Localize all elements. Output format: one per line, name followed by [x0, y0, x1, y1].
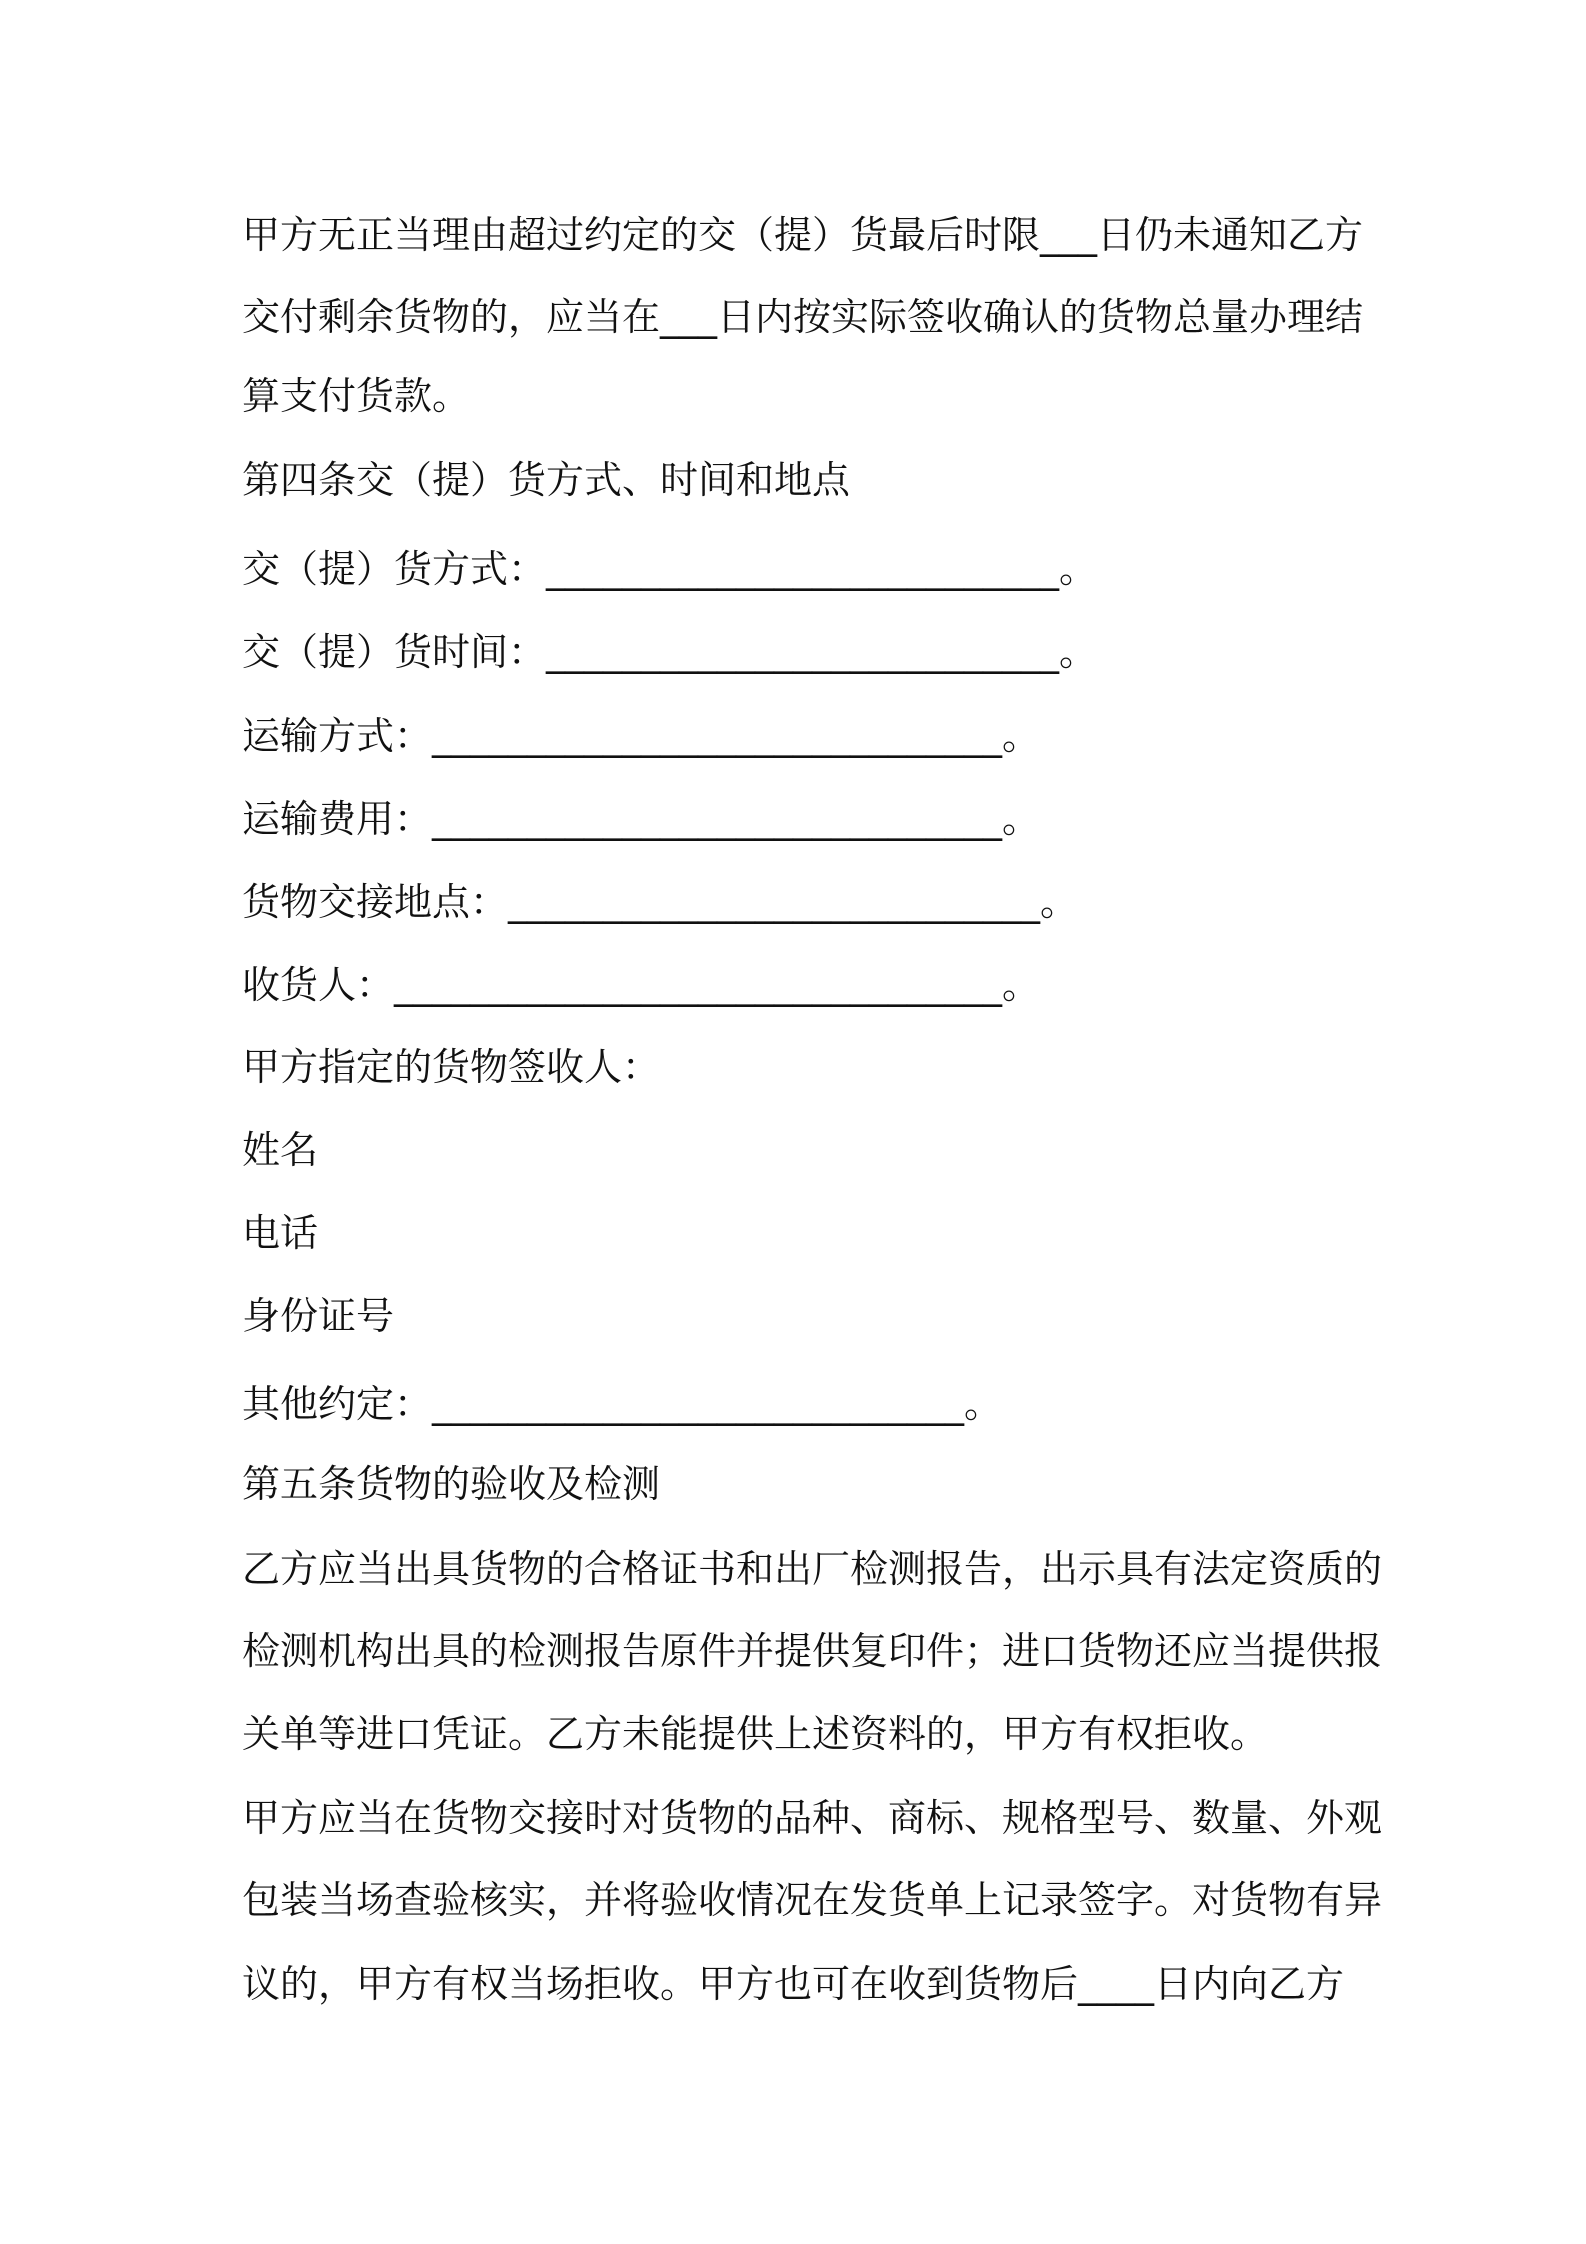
text-line: 乙方应当出具货物的合格证书和出厂检测报告，出示具有法定资质的	[242, 1547, 1383, 1591]
text-line: 甲方应当在货物交接时对货物的品种、商标、规格型号、数量、外观	[242, 1796, 1383, 1840]
text-line: 关单等进口凭证。乙方未能提供上述资料的，甲方有权拒收。	[242, 1712, 1269, 1756]
text-line: 包装当场查验核实，并将验收情况在发货单上记录签字。对货物有异	[242, 1878, 1383, 1922]
section-heading: 第四条交（提）货方式、时间和地点	[242, 458, 851, 502]
text-line: 身份证号	[242, 1294, 395, 1338]
section-heading: 第五条货物的验收及检测	[242, 1462, 661, 1506]
text-line: 货物交接地点：____________________________。	[242, 880, 1079, 924]
text-line: 姓名	[242, 1128, 319, 1172]
text-line: 电话	[242, 1211, 319, 1255]
text-line: 甲方无正当理由超过约定的交（提）货最后时限___日仍未通知乙方	[242, 213, 1364, 257]
text-line: 收货人：________________________________。	[242, 963, 1041, 1007]
text-line: 交（提）货时间：___________________________。	[242, 630, 1098, 674]
text-line: 甲方指定的货物签收人：	[242, 1045, 661, 1089]
text-line: 议的，甲方有权当场拒收。甲方也可在收到货物后____日内向乙方	[242, 1962, 1345, 2006]
text-line: 其他约定：____________________________。	[242, 1382, 1003, 1426]
text-line: 交付剩余货物的，应当在___日内按实际签收确认的货物总量办理结	[242, 295, 1364, 339]
text-line: 检测机构出具的检测报告原件并提供复印件；进口货物还应当提供报	[242, 1629, 1383, 1673]
text-line: 运输方式：______________________________。	[242, 714, 1041, 758]
text-line: 交（提）货方式：___________________________。	[242, 547, 1098, 591]
text-line: 算支付货款。	[242, 374, 471, 418]
text-line: 运输费用：______________________________。	[242, 797, 1041, 841]
